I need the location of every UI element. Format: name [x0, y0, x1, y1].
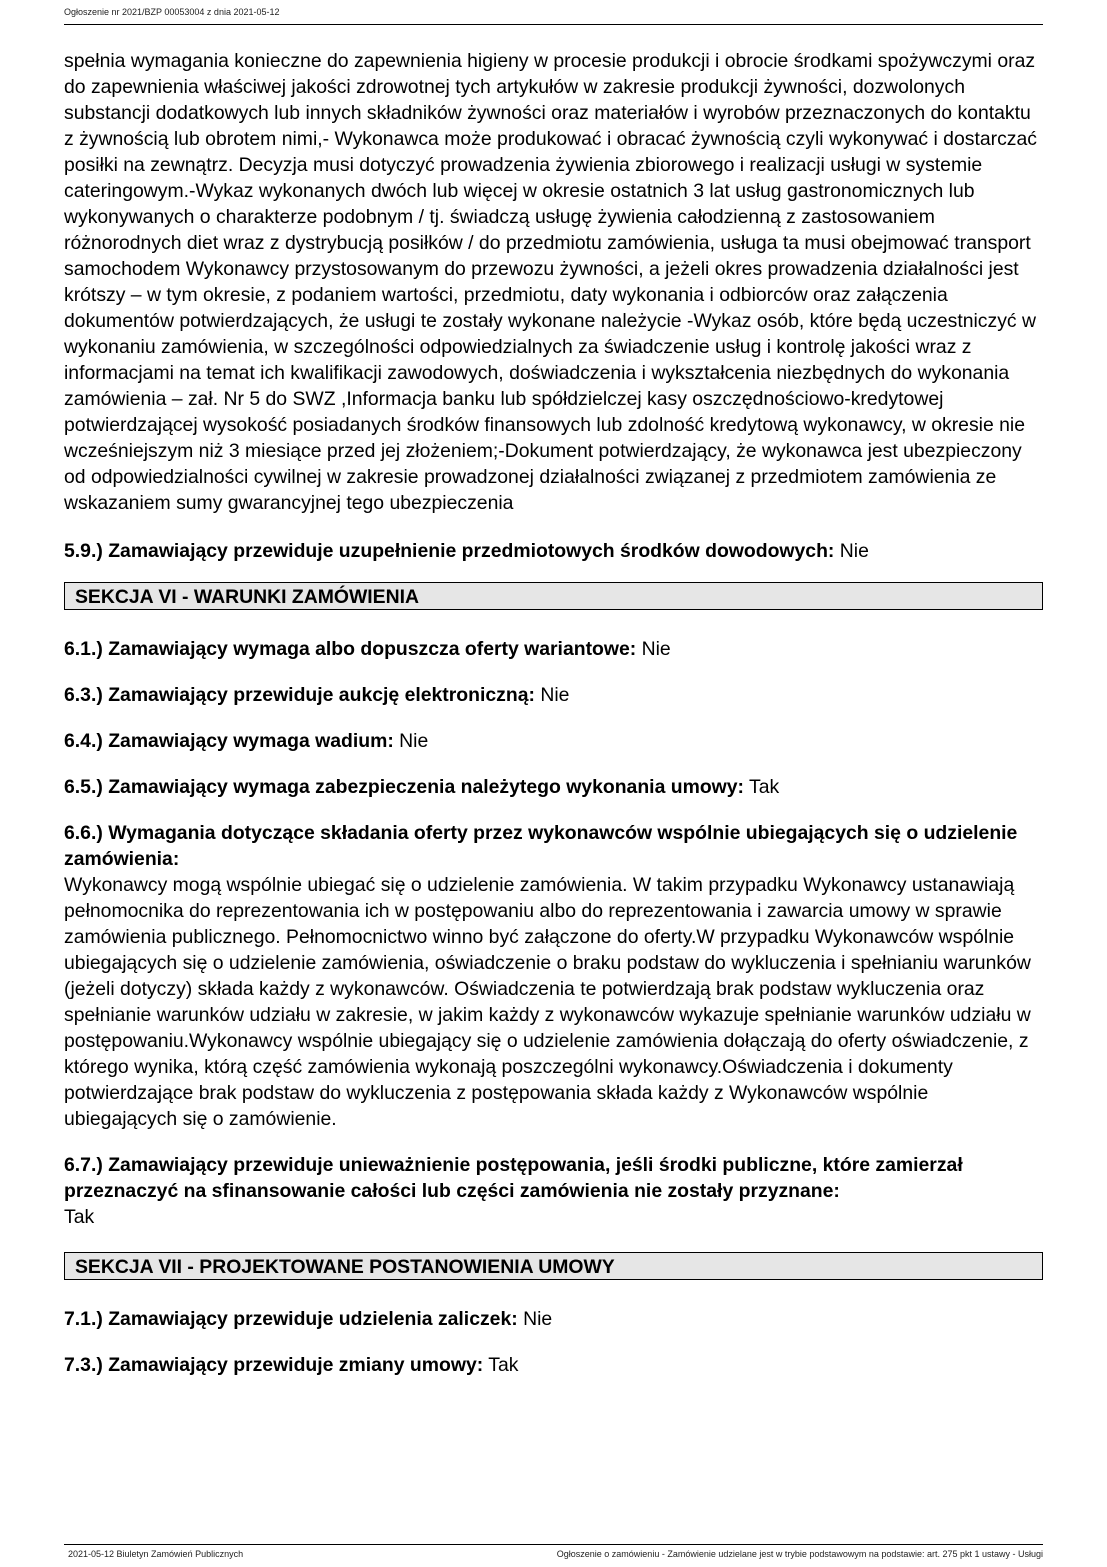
item-6-7-question: 6.7.) Zamawiający przewiduje unieważnienie postępowania, jeśli środki publiczne, które zamierzał przeznaczyć na sfinansowanie całości lub części zamówienia nie zostały przyznane:: [64, 1154, 963, 1202]
item-6-6-question: 6.6.) Wymagania dotyczące składania oferty przez wykonawców wspólnie ubiegających się o udzielenie zamówienia:: [64, 822, 1018, 870]
footer-right-text: Ogłoszenie o zamówieniu - Zamówienie udzielane jest w trybie podstawowym na podstawie: art. 275 pkt 1 ustawy - Usługi: [556, 1549, 1043, 1559]
item-5-9-question: 5.9.) Zamawiający przewiduje uzupełnienie przedmiotowych środków dowodowych:: [64, 540, 835, 562]
item-6-5: [64, 774, 1043, 800]
footer-left-text: 2021-05-12 Biuletyn Zamówień Publicznych: [68, 1549, 244, 1559]
item-7-1: [64, 1306, 1043, 1332]
item-7-1-answer: Nie: [523, 1308, 553, 1330]
item-6-3: [64, 682, 1043, 708]
page-footer: [64, 1544, 1043, 1561]
item-6-1-question: 6.1.) Zamawiający wymaga albo dopuszcza oferty wariantowe:: [64, 638, 637, 660]
item-5-9: [64, 538, 1043, 564]
document-content: [64, 48, 1043, 1378]
item-6-1-answer: Nie: [641, 638, 671, 660]
item-6-4-question: 6.4.) Zamawiający wymaga wadium:: [64, 730, 394, 752]
item-6-6: [64, 820, 1043, 1132]
item-6-5-question: 6.5.) Zamawiający wymaga zabezpieczenia należytego wykonania umowy:: [64, 776, 744, 798]
section-vi-header: [64, 582, 1043, 610]
section-vii-header: [64, 1252, 1043, 1280]
item-7-3-question: 7.3.) Zamawiający przewiduje zmiany umowy:: [64, 1354, 484, 1376]
item-7-3-answer: Tak: [488, 1354, 519, 1376]
item-5-9-answer: Nie: [839, 540, 869, 562]
item-6-4-answer: Nie: [399, 730, 429, 752]
header-text: Ogłoszenie nr 2021/BZP 00053004 z dnia 2021-05-12: [64, 7, 280, 17]
item-6-3-answer: Nie: [540, 684, 570, 706]
item-6-4: [64, 728, 1043, 754]
item-6-6-answer: Wykonawcy mogą wspólnie ubiegać się o udzielenie zamówienia. W takim przypadku Wykonawcy ustanawiają pełnomocnika do reprezentowania ich w postępowaniu albo do reprezentowania i zawarcia umowy w sprawie zamówienia publicznego. Pełnomocnictwo winno być załączone do oferty.W przypadku Wykonawców wspólnie ubiegających się o udzielenie zamówienia, oświadczenie o braku podstaw do wykluczenia i spełnianiu warunków (jeżeli dotyczy) składa każdy z wykonawców. Oświadczenia te potwierdzają brak podstaw wykluczenia oraz spełnianie warunków udziału w zakresie, w jakim każdy z wykonawców wykazuje spełnianie warunków udziału w postępowaniu.Wykonawcy wspólnie ubiegający się o udzielenie zamówienia dołączają do oferty oświadczenie, z którego wynika, którą część zamówienia wykonają poszczególni wykonawcy.Oświadczenia i dokumenty potwierdzające brak podstaw do wykluczenia z postępowania składa każdy z Wykonawców wspólnie ubiegających się o zamówienie.: [64, 874, 1031, 1130]
item-6-1: [64, 636, 1043, 662]
item-7-1-question: 7.1.) Zamawiający przewiduje udzielenia zaliczek:: [64, 1308, 518, 1330]
item-6-7-answer: Tak: [64, 1206, 95, 1228]
section-vi-title: SEKCJA VI - WARUNKI ZAMÓWIENIA: [75, 586, 420, 608]
item-6-5-answer: Tak: [749, 776, 780, 798]
page-header: [64, 6, 1043, 25]
item-7-3: [64, 1352, 1043, 1378]
intro-paragraph: spełnia wymagania konieczne do zapewnienia higieny w procesie produkcji i obrocie środkami spożywczymi oraz do zapewnienia właściwej jakości zdrowotnej tych artykułów w zakresie produkcji żywności, dozwolonych substancji dodatkowych lub innych składników żywności oraz materiałów i wyrobów przeznaczonych do kontaktu z żywnością lub obrotem nimi,- Wykonawca może produkować i obracać żywnością czyli wykonywać i dostarczać posiłki na zewnątrz. Decyzja musi dotyczyć prowadzenia żywienia zbiorowego i realizacji usługi w systemie cateringowym.-Wykaz wykonanych dwóch lub więcej w okresie ostatnich 3 lat usług gastronomicznych lub wykonywanych o charakterze podobnym / tj. świadczą usługę żywienia całodzienną z zastosowaniem różnorodnych diet wraz z dystrybucją posiłków / do przedmiotu zamówienia, usługa ta musi obejmować transport samochodem Wykonawcy przystosowanym do przewozu żywności, a jeżeli okres prowadzenia działalności jest krótszy – w tym okresie, z podaniem wartości, przedmiotu, daty wykonania i odbiorców oraz załączenia dokumentów potwierdzających, że usługi te zostały wykonane należycie -Wykaz osób, które będą uczestniczyć w wykonaniu zamówienia, w szczególności odpowiedzialnych za świadczenie usług i kontrolę jakości wraz z informacjami na temat ich kwalifikacji zawodowych, doświadczenia i wykształcenia niezbędnych do wykonania zamówienia – zał. Nr 5 do SWZ ,Informacja banku lub spółdzielczej kasy oszczędnościowo-kredytowej potwierdzającej wysokość posiadanych środków finansowych lub zdolność kredytową wykonawcy, w okresie nie wcześniejszym niż 3 miesiące przed jej złożeniem;-Dokument potwierdzający, że wykonawca jest ubezpieczony od odpowiedzialności cywilnej w zakresie prowadzonej działalności związanej z przedmiotem zamówienia ze wskazaniem sumy gwarancyjnej tego ubezpieczenia: [64, 50, 1037, 514]
item-6-3-question: 6.3.) Zamawiający przewiduje aukcję elektroniczną:: [64, 684, 535, 706]
section-vii-title: SEKCJA VII - PROJEKTOWANE POSTANOWIENIA UMOWY: [75, 1256, 615, 1278]
item-6-7: [64, 1152, 1043, 1230]
